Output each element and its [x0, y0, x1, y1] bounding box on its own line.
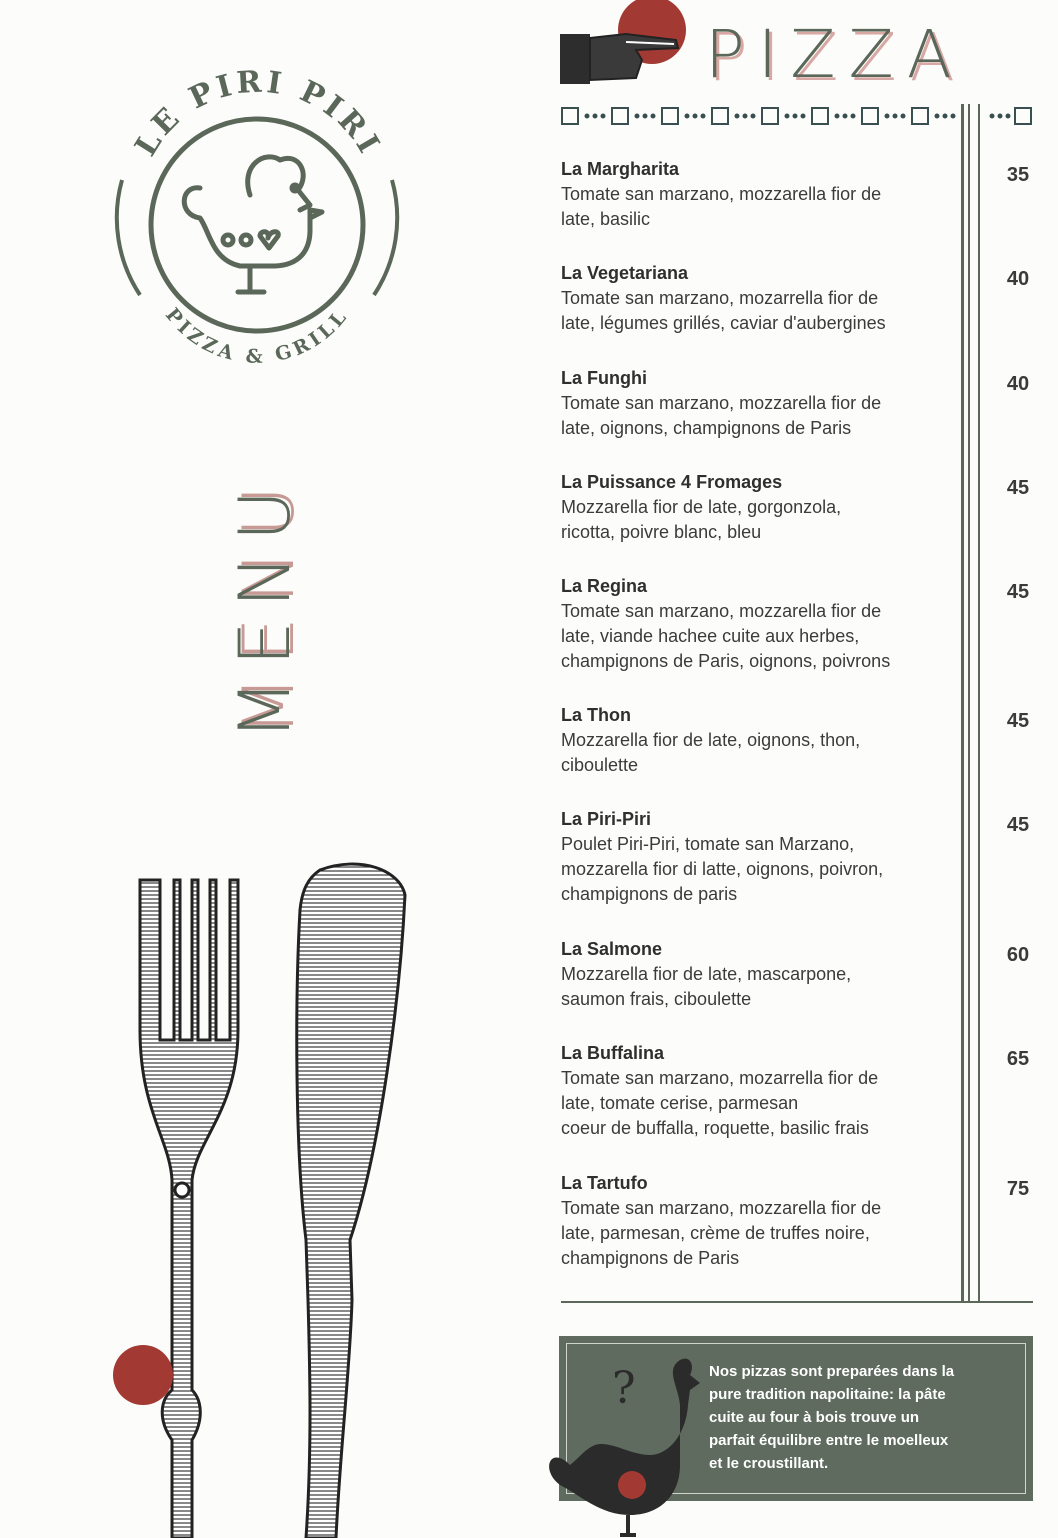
red-dot-decoration — [112, 1342, 174, 1408]
item-name: La Vegetariana — [561, 263, 689, 283]
menu-heading: MENU — [224, 475, 306, 740]
item-price: 40 — [1006, 268, 1030, 290]
item-price: 45 — [1006, 710, 1030, 732]
section-bottom-rule — [561, 1301, 1033, 1303]
brand-name-top: LE PIRI PIRI — [128, 64, 388, 163]
menu-item — [561, 470, 941, 545]
rooster-silhouette-icon — [540, 1345, 710, 1538]
item-price: 35 — [1006, 164, 1030, 186]
menu-item — [561, 937, 941, 1012]
item-name: La Margharita — [561, 159, 680, 179]
price-column-rule — [961, 104, 964, 1302]
item-name: La Tartufo — [561, 1173, 648, 1193]
info-text: Nos pizzas sont preparées dans la pure tradition napolitaine: la pâte cuite au four à bois trouve un parfait équilibre entre le moelleux et le croustillant. — [709, 1363, 955, 1472]
menu-item — [561, 703, 941, 778]
menu-item — [561, 261, 941, 336]
item-price: 75 — [1006, 1178, 1030, 1200]
item-description: Poulet Piri-Piri, tomate san Marzano, mozzarella fior di latte, oignons, poivron, champignons de paris — [561, 834, 884, 904]
menu-item — [561, 1041, 941, 1141]
item-description: Mozzarella fior de late, gorgonzola, ricotta, poivre blanc, bleu — [561, 497, 842, 542]
brand-logo — [100, 60, 410, 390]
item-description: Mozzarella fior de late, oignons, thon, ciboulette — [561, 730, 861, 775]
item-description: Tomate san marzano, mozarrella fior de late, tomate cerise, parmesan coeur de buffalla, roquette, basilic frais — [561, 1068, 879, 1138]
item-description: Tomate san marzano, mozarrella fior de late, légumes grillés, caviar d'aubergines — [561, 288, 886, 333]
item-description: Tomate san marzano, mozzarella fior de late, parmesan, crème de truffes noire, champignons de Paris — [561, 1198, 882, 1268]
item-price: 65 — [1006, 1048, 1030, 1070]
item-name: La Regina — [561, 576, 648, 596]
cutlery-illustration — [100, 850, 430, 1538]
menu-item — [561, 157, 941, 232]
menu-item — [561, 807, 941, 907]
rooster-logo-icon — [184, 157, 322, 292]
item-description: Tomate san marzano, mozzarella fior de late, viande hachee cuite aux herbes, champignons de Paris, oignons, poivrons — [561, 601, 891, 671]
menu-item — [561, 574, 941, 674]
item-price: 45 — [1006, 814, 1030, 836]
item-price: 60 — [1006, 944, 1030, 966]
menu-item — [561, 366, 941, 441]
fork-icon — [140, 880, 238, 1538]
item-name: La Salmone — [561, 939, 663, 959]
item-name: La Thon — [561, 705, 631, 725]
item-description: Mozzarella fior de late, mascarpone, saumon frais, ciboulette — [561, 964, 852, 1009]
menu-item — [561, 1171, 941, 1271]
price-column-rule — [968, 104, 970, 1302]
item-price: 45 — [1006, 581, 1030, 603]
price-column-rule — [978, 104, 980, 1302]
item-name: La Puissance 4 Fromages — [561, 472, 783, 492]
item-name: La Buffalina — [561, 1043, 665, 1063]
item-description: Tomate san marzano, mozzarella fior de late, oignons, champignons de Paris — [561, 393, 882, 438]
brand-name-bottom: PIZZA & GRILL — [160, 303, 354, 368]
item-price: 45 — [1006, 477, 1030, 499]
item-name: La Funghi — [561, 368, 647, 388]
item-description: Tomate san marzano, mozzarella fior de late, basilic — [561, 184, 882, 229]
section-title: PIZZA — [705, 16, 965, 93]
item-name: La Piri-Piri — [561, 809, 652, 829]
item-price: 40 — [1006, 373, 1030, 395]
pointing-hand-icon — [556, 0, 696, 95]
question-mark: ? — [612, 1363, 636, 1414]
knife-icon — [297, 864, 405, 1538]
